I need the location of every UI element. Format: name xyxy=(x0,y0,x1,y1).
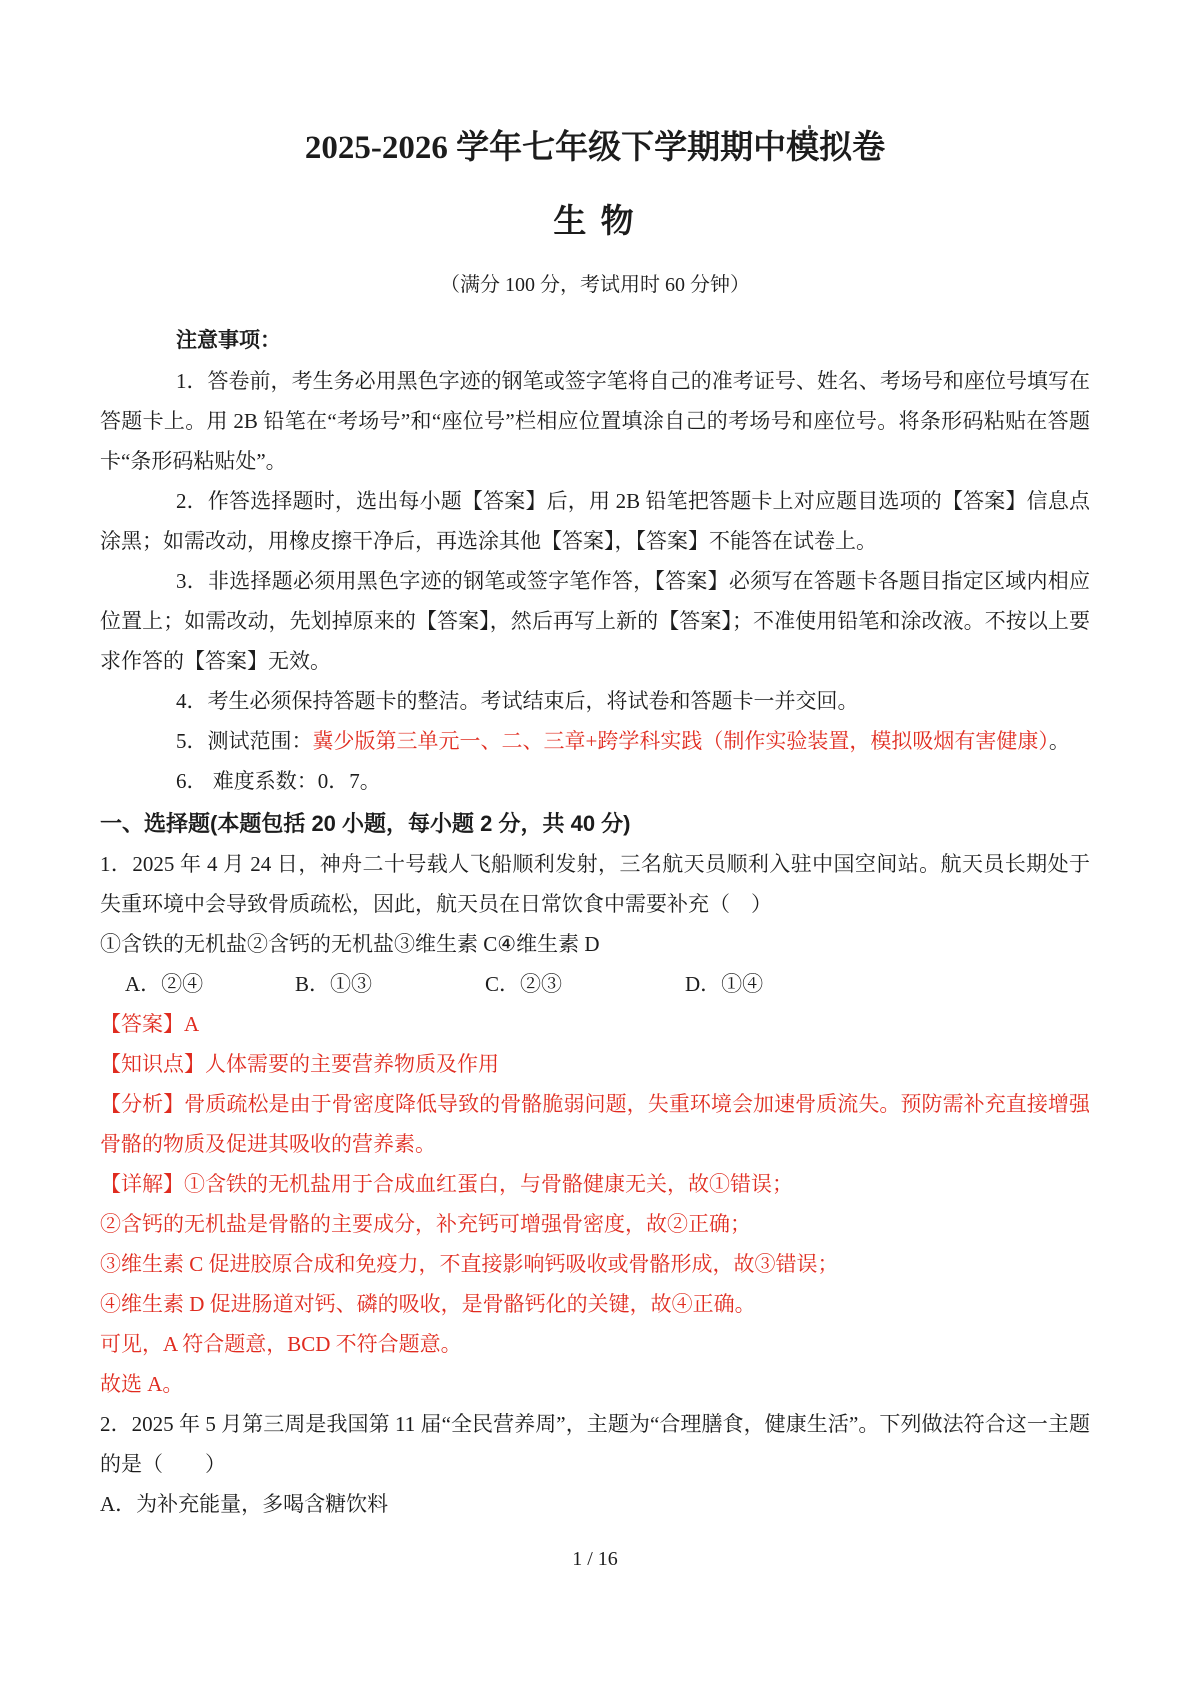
q1-detail-line-4: ④维生素 D 促进肠道对钙、磷的吸收，是骨骼钙化的关键，故④正确。 xyxy=(100,1291,756,1316)
page-title: 2025-2026 学年七年级下学期期中模拟卷 xyxy=(304,130,886,166)
notice-item-4: 4．考生必须保持答题卡的整洁。考试结束后，将试卷和答题卡一并交回。 xyxy=(176,688,859,713)
notice-item-5-prefix: 5．测试范围： xyxy=(176,728,313,753)
q2-option-a: A．为补充能量，多喝含糖饮料 xyxy=(100,1491,389,1516)
q1-sub-items: ①含铁的无机盐②含钙的无机盐③维生素 C④维生素 D xyxy=(100,931,600,956)
notice-item-6: 6． 难度系数：0．7。 xyxy=(176,768,381,793)
q1-detail-label: 【详解】 xyxy=(100,1171,184,1196)
notice-item-1: 1．答卷前，考生务必用黑色字迹的钢笔或签字笔将自己的准考证号、姓名、考场号和座位号填写在答题卡上。用 2B 铅笔在“考场号”和“座位号”栏相应位置填涂自己的考场号和座位号。将条形码粘贴在答题卡“条形码粘贴处”。 xyxy=(100,368,1090,473)
exam-info: （满分 100 分，考试用时 60 分钟） xyxy=(440,273,750,296)
notes-heading: 注意事项： xyxy=(176,328,281,352)
stray-ink-mark xyxy=(808,125,811,129)
q1-option-c: C．②③ xyxy=(485,971,563,996)
q1-answer-label: 【答案】 xyxy=(100,1011,184,1036)
q1-option-b: B．①③ xyxy=(295,971,373,996)
notice-item-3: 3．非选择题必须用黑色字迹的钢笔或签字笔作答，【答案】必须写在答题卡各题目指定区域内相应位置上；如需改动，先划掉原来的【答案】，然后再写上新的【答案】；不准使用铅笔和涂改液。不按以上要求作答的【答案】无效。 xyxy=(100,568,1090,673)
q1-final-choice: 故选 A。 xyxy=(100,1371,184,1396)
page-number: 1 / 16 xyxy=(572,1548,618,1570)
q1-analysis-line xyxy=(100,1084,1090,1164)
q1-option-a: A．②④ xyxy=(125,971,204,996)
q1-analysis-text: 骨质疏松是由于骨密度降低导致的骨骼脆弱问题，失重环境会加速骨质流失。预防需补充直接增强骨骼的物质及促进其吸收的营养素。 xyxy=(100,1091,1091,1156)
q1-options-row xyxy=(100,964,1090,1004)
q1-answer-value: A xyxy=(184,1011,200,1036)
document-body xyxy=(100,321,1090,1524)
q1-knowledge-value: 人体需要的主要营养物质及作用 xyxy=(205,1051,499,1076)
q1-stem: 1．2025 年 4 月 24 日，神舟二十号载人飞船顺利发射，三名航天员顺利入驻中国空间站。航天员长期处于失重环境中会导致骨质疏松，因此，航天员在日常饮食中需要补充（ ） xyxy=(100,851,1090,916)
q1-conclusion: 可见，A 符合题意，BCD 不符合题意。 xyxy=(100,1331,462,1356)
q1-option-d: D．①④ xyxy=(685,971,764,996)
q1-knowledge-line xyxy=(100,1044,1090,1084)
subject-title: 生 物 xyxy=(553,203,637,240)
q1-detail-line-3: ③维生素 C 促进胶原合成和免疫力，不直接影响钙吸收或骨骼形成，故③错误； xyxy=(100,1251,839,1276)
q1-detail-line-1 xyxy=(100,1164,1090,1204)
notice-item-5-suffix: 。 xyxy=(1048,728,1070,753)
q1-knowledge-label: 【知识点】 xyxy=(100,1051,205,1076)
notice-item-5-scope: 冀少版第三单元一、二、三章+跨学科实践（制作实验装置，模拟吸烟有害健康） xyxy=(312,728,1049,753)
q1-answer-line xyxy=(100,1004,1090,1044)
q1-detail-line-2: ②含钙的无机盐是骨骼的主要成分，补充钙可增强骨密度，故②正确； xyxy=(100,1211,751,1236)
q1-analysis-label: 【分析】 xyxy=(100,1091,185,1116)
notice-item-5 xyxy=(100,721,1090,761)
q1-detail-text-1: ①含铁的无机盐用于合成血红蛋白，与骨骼健康无关，故①错误； xyxy=(184,1171,793,1196)
q2-stem: 2．2025 年 5 月第三周是我国第 11 届“全民营养周”，主题为“合理膳食，健康生活”。下列做法符合这一主题的是（ ） xyxy=(100,1411,1090,1476)
section-1-heading: 一、选择题(本题包括 20 小题，每小题 2 分，共 40 分) xyxy=(100,810,631,836)
notice-item-2: 2．作答选择题时，选出每小题【答案】后，用 2B 铅笔把答题卡上对应题目选项的【答案】信息点涂黑；如需改动，用橡皮擦干净后，再选涂其他【答案】，【答案】不能答在试卷上。 xyxy=(100,488,1090,553)
